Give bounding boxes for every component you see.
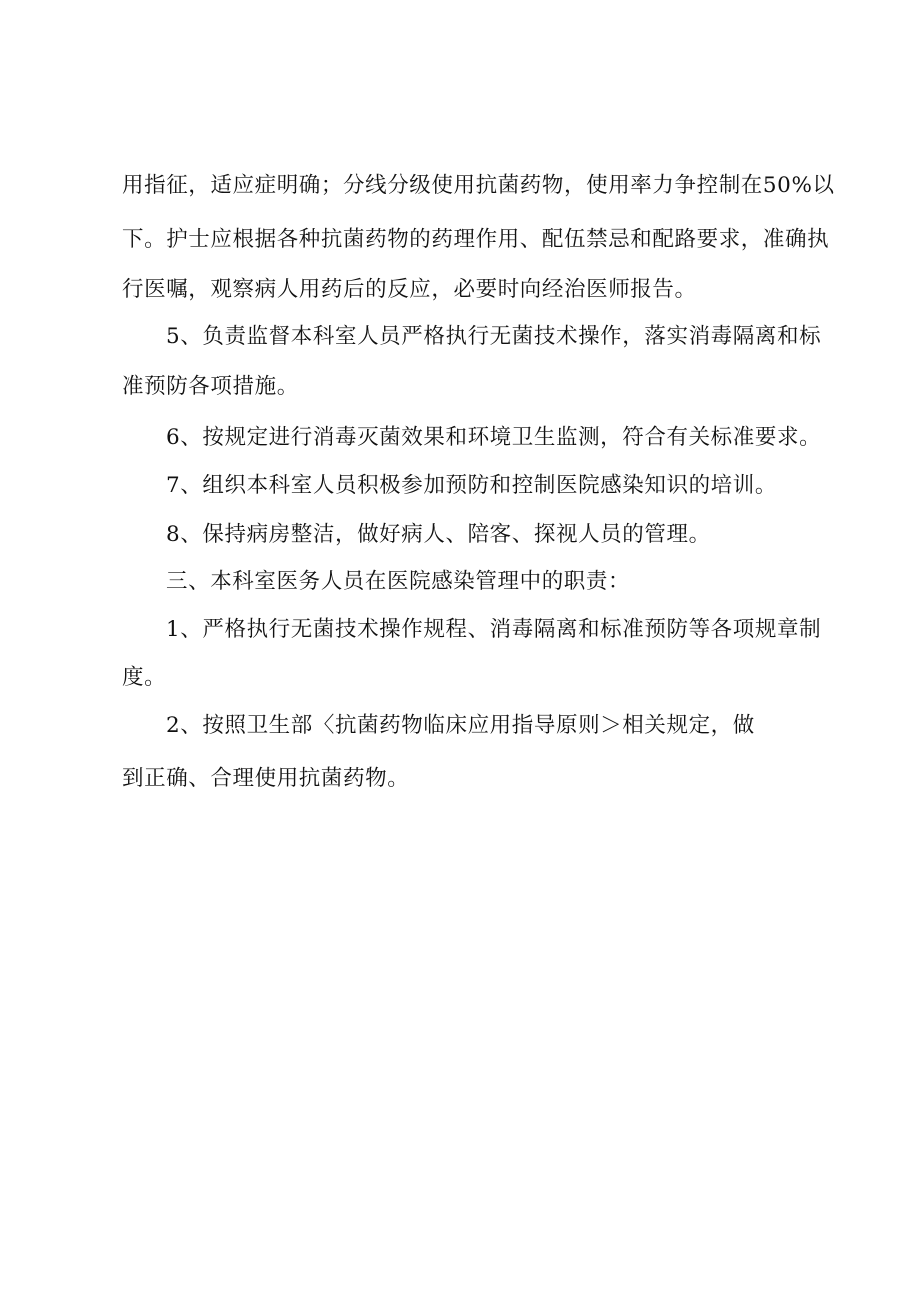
section-heading-3: 三、本科室医务人员在医院感染管理中的职责： — [166, 569, 631, 594]
item-1-line-2: 度。 — [122, 665, 167, 690]
paragraph-5-line-1: 5、负责监督本科室人员严格执行无菌技术操作，落实消毒隔离和标 — [166, 324, 822, 349]
paragraph-7: 7、组织本科室人员积极参加预防和控制医院感染知识的培训。 — [166, 473, 777, 498]
text-line-3: 行医嘱，观察病人用药后的反应，必要时向经治医师报告。 — [122, 277, 697, 302]
paragraph-8: 8、保持病房整洁，做好病人、陪客、探视人员的管理。 — [166, 522, 711, 547]
paragraph-6: 6、按规定进行消毒灭菌效果和环境卫生监测，符合有关标准要求。 — [166, 425, 822, 450]
paragraph-5-line-2: 准预防各项措施。 — [122, 374, 299, 399]
item-1-line-1: 1、严格执行无菌技术操作规程、消毒隔离和标准预防等各项规章制 — [166, 617, 822, 642]
text-line-2: 下。护士应根据各种抗菌药物的药理作用、配伍禁忌和配路要求，准确执 — [122, 227, 830, 252]
item-2-line-1: 2、按照卫生部〈抗菌药物临床应用指导原则＞相关规定，做 — [166, 713, 755, 738]
item-2-line-2: 到正确、合理使用抗菌药物。 — [122, 766, 410, 791]
text-line-1: 用指征，适应症明确；分线分级使用抗菌药物，使用率力争控制在50%以 — [122, 173, 835, 198]
